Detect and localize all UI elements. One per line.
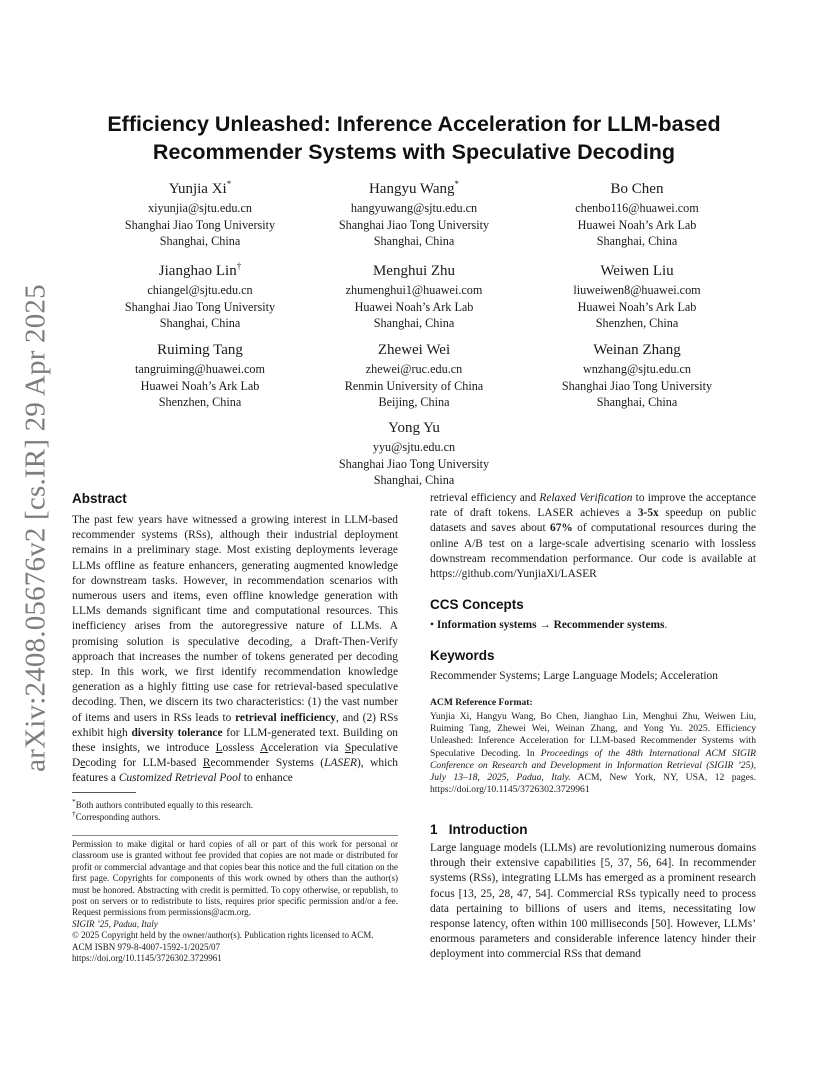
author-location: Shenzhen, China bbox=[158, 395, 242, 409]
ccs-period: . bbox=[664, 619, 668, 631]
author-affiliation: Shanghai Jiao Tong University bbox=[338, 456, 490, 471]
permission-rule bbox=[72, 835, 398, 836]
author-email[interactable]: wnzhang@sjtu.edu.cn bbox=[582, 362, 692, 376]
author-name: Weiwen Liu bbox=[600, 263, 674, 279]
abstract-text: ), which features a bbox=[72, 757, 398, 785]
intro-paragraph: Large language models (LLMs) are revolutionizing numerous domains through their extensive capabilities [5, 37, 56, 64]. In recommender systems (RSs), integrating LLMs has emerged as a prominent research focus [13, 25, 28, 47, 54]. Commercial RSs typically need to process data pertaining to billions of users and items, necessitating low response latency, often within 100 milliseconds [50]. However, LLMs’ enormous parameters and considerable inference latency hinder their deployment into commercial RSs that demand bbox=[430, 842, 756, 961]
author-email[interactable]: hangyuwang@sjtu.edu.cn bbox=[350, 201, 478, 215]
author-block bbox=[289, 336, 539, 411]
keywords-text: Recommender Systems; Large Language Models; Acceleration bbox=[430, 670, 718, 682]
abstract-underline: R bbox=[202, 757, 211, 770]
venue: SIGIR ’25, Padua, Italy bbox=[72, 918, 158, 929]
author-email[interactable]: zhewei@ruc.edu.cn bbox=[365, 362, 463, 376]
abstract-text: to enhance bbox=[240, 772, 293, 785]
author-name: Weinan Zhang bbox=[593, 342, 681, 358]
author-name: Yunjia Xi bbox=[168, 181, 227, 197]
abstract-italic: LASER bbox=[324, 757, 357, 770]
abstract-text: retrieval efficiency and bbox=[430, 492, 540, 504]
abstract-heading: Abstract bbox=[72, 491, 127, 506]
author-block bbox=[75, 175, 325, 250]
author-affiliation: Shanghai Jiao Tong University bbox=[124, 217, 276, 232]
abstract-text: The past few years have witnessed a growing interest in LLM-based recommender systems (RSs), although their industrial deployment remains in a preliminary stage. Most existing deployments leverage LLMs offline as feature enhancers, generating augmented knowledge for downstream tasks. However, in recommendation scenarios with numerous users and items, even offline knowledge generation with LLMs demands significant time and computational resources. This inefficiency arises from the autoregressive nature of LLMs. A promising solution is speculative decoding, a Draft-Then-Verify approach that increases the number of tokens generated per decoding step. In this work, we first identify recommendation knowledge generation as a highly fitting use case for retrieval-based speculative decoding. Then, we discern its two characteristics: (1) the vast number of items and users in RSs leads to bbox=[72, 514, 398, 724]
footnote-mark: † bbox=[72, 809, 76, 818]
author-affiliation: Huawei Noah’s Ark Lab bbox=[577, 217, 697, 232]
abstract-bold: retrieval inefficiency bbox=[235, 711, 336, 724]
abstract-bold: diversity tolerance bbox=[131, 726, 223, 739]
footnote-mark: * bbox=[72, 797, 76, 806]
abstract-text: for LLM-generated text. Building on these insights, we introduce bbox=[72, 726, 398, 755]
author-location: Shanghai, China bbox=[159, 316, 241, 330]
paper-title bbox=[72, 110, 756, 166]
acm-ref-italic: Proceedings of the 48th International ACM SIGIR Conference on Research and Development in Information Retrieval (SIGIR ’25), July 13–18, 2025, Padua, Italy. bbox=[430, 747, 756, 784]
author-name: Menghui Zhu bbox=[372, 263, 456, 279]
abstract-underline: S bbox=[344, 742, 352, 755]
arxiv-stamp: arXiv:2408.05676v2 [cs.IR] 29 Apr 2025 bbox=[19, 284, 52, 772]
abstract-underline: e bbox=[80, 757, 86, 770]
abstract-text: to improve the acceptance rate of draft tokens. LASER achieves a bbox=[430, 492, 756, 520]
title-line-1: Efficiency Unleashed: Inference Acceleration for LLM-based bbox=[107, 112, 721, 136]
footnote-rule bbox=[72, 792, 136, 793]
abstract-bold: 67% bbox=[550, 522, 573, 535]
abstract-continued bbox=[430, 491, 756, 582]
author-name: Jianghao Lin bbox=[158, 263, 237, 279]
author-email[interactable]: xiyunjia@sjtu.edu.cn bbox=[148, 201, 252, 215]
abstract-italic: Customized Retrieval Pool bbox=[118, 772, 241, 785]
abstract-text: ecommender Systems ( bbox=[210, 757, 325, 770]
author-mark: * bbox=[454, 179, 460, 189]
author-block bbox=[512, 336, 762, 411]
author-block bbox=[75, 336, 325, 411]
author-email[interactable]: zhumenghui1@huawei.com bbox=[345, 283, 483, 297]
acm-ref-heading: ACM Reference Format: bbox=[430, 697, 533, 708]
keywords-heading: Keywords bbox=[430, 648, 495, 663]
abstract-underline: A bbox=[259, 742, 269, 755]
author-location: Shanghai, China bbox=[596, 234, 678, 248]
permission-text: Permission to make digital or hard copies of all or part of this work for personal or classroom use is granted without fee provided that copies are not made or distributed for profit or commercial advantage and that copies bear this notice and the full citation on the first page. Copyrights for components of this work owned by others than the author(s) must be honored. Abstracting with credit is permitted. To copy otherwise, or republish, to post on servers or to redistribute to lists, requires prior specific permission and/or a fee. Request permissions from permissions@acm.org. bbox=[72, 839, 398, 918]
author-location: Beijing, China bbox=[378, 395, 450, 409]
author-block bbox=[289, 257, 539, 332]
author-email[interactable]: liuweiwen8@huawei.com bbox=[573, 283, 701, 297]
abstract-bold: 3-5x bbox=[637, 507, 659, 520]
abstract-text: peculative D bbox=[72, 742, 398, 770]
author-affiliation: Shanghai Jiao Tong University bbox=[124, 299, 276, 314]
author-location: Shanghai, China bbox=[596, 395, 678, 409]
author-block bbox=[512, 175, 762, 250]
author-affiliation: Renmin University of China bbox=[344, 378, 484, 393]
ccs-heading: CCS Concepts bbox=[430, 597, 524, 612]
section-title: Introduction bbox=[448, 822, 528, 837]
ccs-text: Information systems → Recommender systems bbox=[436, 619, 665, 631]
section-number: 1 bbox=[430, 822, 438, 837]
author-name: Zhewei Wei bbox=[377, 342, 451, 358]
author-location: Shanghai, China bbox=[159, 234, 241, 248]
author-email[interactable]: tangruiming@huawei.com bbox=[134, 362, 266, 376]
author-location: Shanghai, China bbox=[373, 316, 455, 330]
footnote-corr bbox=[72, 808, 398, 823]
author-name: Hangyu Wang bbox=[368, 181, 455, 197]
abstract-text: , and (2) RSs exhibit high bbox=[72, 711, 399, 739]
acm-ref-part: Yunjia Xi, Hangyu Wang, Bo Chen, Jianghao Lin, Menghui Zhu, Weiwen Liu, Ruiming Tang, Zhewei Wei, Weinan Zhang, and Yong Yu. 2025. Efficiency Unleashed: Inference Acceleration for LLM-based Recommender Systems with Speculative Decoding. In bbox=[430, 711, 756, 759]
author-email[interactable]: yyu@sjtu.edu.cn bbox=[372, 440, 456, 454]
acm-ref-part: ACM, New York, NY, USA, 12 pages. https://doi.org/10.1145/3726302.3729961 bbox=[430, 772, 756, 796]
permission-block bbox=[72, 839, 398, 964]
author-affiliation: Shanghai Jiao Tong University bbox=[338, 217, 490, 232]
acm-ref-text bbox=[430, 711, 756, 796]
abstract-text: speedup on public datasets and saves about bbox=[430, 507, 757, 535]
author-block bbox=[75, 257, 325, 332]
author-email[interactable]: chenbo116@huawei.com bbox=[575, 201, 699, 215]
copyright: © 2025 Copyright held by the owner/author(s). Publication rights licensed to ACM. bbox=[72, 930, 374, 941]
author-name: Yong Yu bbox=[388, 420, 440, 436]
author-mark: * bbox=[226, 179, 232, 189]
author-email[interactable]: chiangel@sjtu.edu.cn bbox=[147, 283, 253, 297]
abstract-underline: L bbox=[215, 742, 223, 755]
abstract-text: of computational resources during the online A/B test on a large-scale advertising scenario with lossless downstream recommendation performance. Our code is available at https://github.com/YunjiaXi/LASER bbox=[430, 522, 756, 581]
author-location: Shanghai, China bbox=[373, 234, 455, 248]
abstract-italic: Relaxed Verification bbox=[539, 492, 633, 504]
author-location: Shenzhen, China bbox=[595, 316, 679, 330]
author-affiliation: Huawei Noah’s Ark Lab bbox=[140, 378, 260, 393]
intro-text bbox=[430, 841, 756, 963]
author-affiliation: Huawei Noah’s Ark Lab bbox=[354, 299, 474, 314]
footnote-text: Both authors contributed equally to this research. bbox=[75, 800, 253, 810]
isbn: ACM ISBN 979-8-4007-1592-1/2025/07 bbox=[72, 941, 220, 952]
abstract-body bbox=[72, 513, 398, 787]
author-mark: † bbox=[236, 261, 242, 271]
author-block bbox=[289, 414, 539, 489]
doi-link[interactable]: https://doi.org/10.1145/3726302.3729961 bbox=[72, 953, 222, 964]
author-block bbox=[512, 257, 762, 332]
abstract-text: coding for LLM-based bbox=[85, 757, 203, 770]
ccs-concepts bbox=[430, 618, 667, 633]
abstract-text: cceleration via bbox=[268, 742, 345, 755]
author-affiliation: Huawei Noah’s Ark Lab bbox=[577, 299, 697, 314]
author-name: Bo Chen bbox=[610, 181, 664, 197]
title-line-2: Recommender Systems with Speculative Decoding bbox=[152, 140, 676, 164]
footnote-text: Corresponding authors. bbox=[75, 812, 161, 822]
author-location: Shanghai, China bbox=[373, 473, 455, 487]
intro-heading bbox=[430, 822, 528, 837]
bullet: • bbox=[430, 619, 434, 631]
abstract-text: ossless bbox=[222, 742, 260, 755]
author-name: Ruiming Tang bbox=[157, 342, 243, 358]
author-affiliation: Shanghai Jiao Tong University bbox=[561, 378, 713, 393]
author-block bbox=[289, 175, 539, 250]
